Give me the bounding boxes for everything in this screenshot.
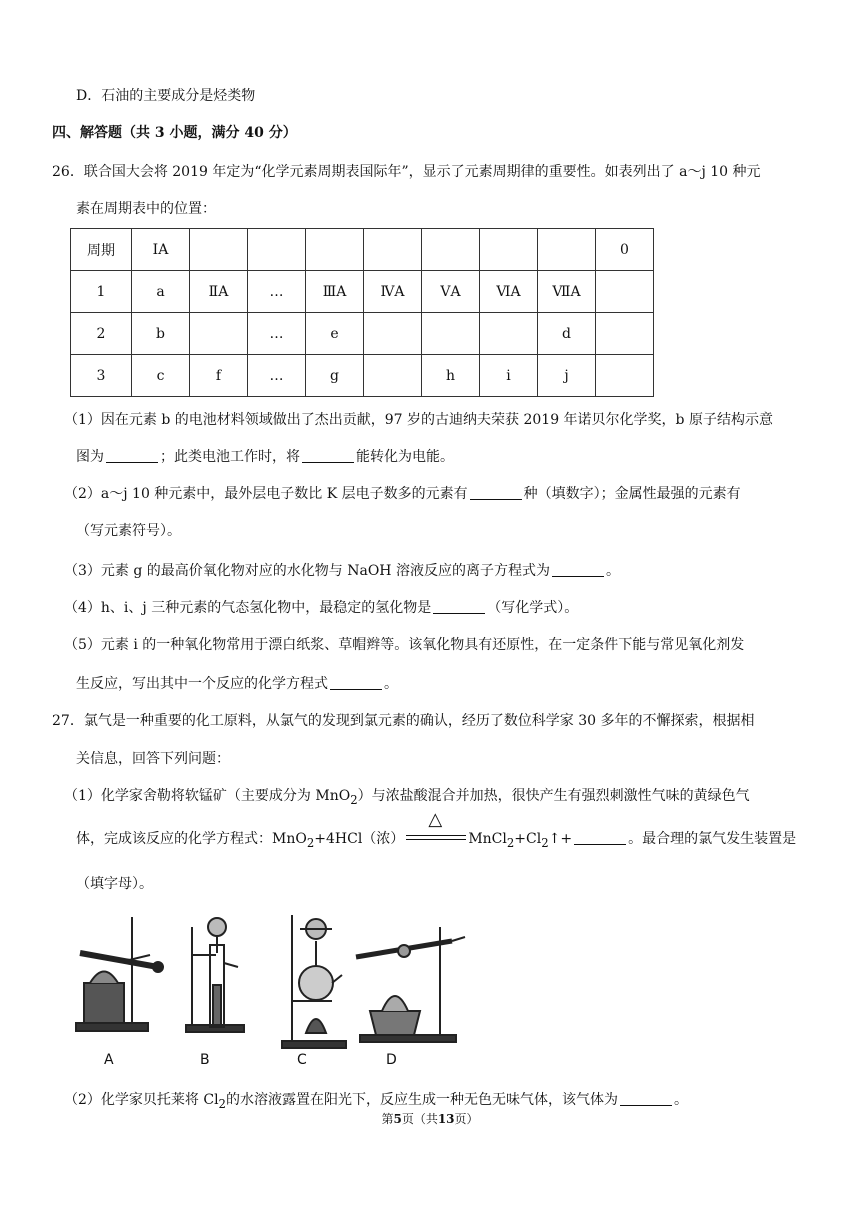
answer-blank[interactable] [620,1091,672,1106]
text: （2）a～j 10 种元素中，最外层电子数比 K 层电子数多的元素有 [64,486,468,502]
text: （2）化学家贝托莱将 Cl [64,1092,219,1108]
table-cell: ⅡA [190,271,248,313]
table-cell: e [306,313,364,355]
text: 能转化为电能。 [356,449,454,465]
table-cell [538,229,596,271]
table-cell [190,229,248,271]
table-cell [596,313,654,355]
table-cell [422,313,480,355]
table-cell: g [306,355,364,397]
subscript: 2 [506,835,515,850]
subscript: 2 [350,792,358,807]
apparatus-a [76,917,163,1031]
table-cell: d [538,313,596,355]
table-cell: ⅦA [538,271,596,313]
table-cell: ⅢA [306,271,364,313]
text: 。 [605,563,620,579]
table-cell: f [190,355,248,397]
answer-blank[interactable] [433,599,485,614]
text: ↑+ [548,831,573,847]
q26-part2-line2: （写元素符号）。 [76,523,181,539]
footer-text: 第 [381,1112,394,1126]
table-row [71,271,654,313]
text: 的水溶液露置在阳光下，反应生成一种无色无味气体，该气体为 [225,1092,618,1108]
table-cell: i [480,355,538,397]
heating-reaction-arrow [406,809,466,849]
table-cell: … [248,271,306,313]
option-d: D．石油的主要成分是烃类物 [76,88,256,104]
table-cell: … [248,355,306,397]
question-26-line-1: 26．联合国大会将 2019 年定为“化学元素周期表国际年”，显示了元素周期律的重要性。如表列出了 a～j 10 种元 [52,164,761,180]
table-cell: ⅤA [422,271,480,313]
answer-blank[interactable] [574,830,626,845]
table-cell [364,313,422,355]
q26-part3 [64,561,620,581]
table-cell: c [132,355,190,397]
table-cell [422,229,480,271]
table-cell [480,313,538,355]
table-cell: j [538,355,596,397]
table-cell [596,271,654,313]
text: 图为 [76,449,104,465]
table-cell: 1 [71,271,132,313]
periodic-table [70,228,654,397]
text: +Cl [514,831,542,847]
table-cell [248,229,306,271]
answer-blank[interactable] [106,448,158,463]
table-cell: ⅥA [480,271,538,313]
footer-text: 页） [454,1112,479,1126]
question-27-line-2: 关信息，回答下列问题： [76,751,230,767]
table-cell [364,229,422,271]
text: 生反应，写出其中一个反应的化学方程式 [76,676,328,692]
answer-blank[interactable] [302,448,354,463]
table-cell: … [248,313,306,355]
total-pages: 13 [437,1112,455,1126]
delta-symbol: △ [428,809,443,830]
q26-part5-line2 [76,674,398,694]
table-cell [480,229,538,271]
q27-part1-equation [76,809,797,853]
text: 。 [384,676,398,692]
table-row [71,229,654,271]
table-cell: a [132,271,190,313]
table-cell: 周期 [71,229,132,271]
section-heading: 四、解答题（共 3 小题，满分 40 分） [52,125,297,141]
table-cell [190,313,248,355]
answer-blank[interactable] [552,562,604,577]
q26-part2-line1 [64,484,741,504]
q26-part5-line1: （5）元素 i 的一种氧化物常用于漂白纸浆、草帽辫等。该氧化物具有还原性，在一定条件下能与常见氧化剂发 [64,637,745,653]
table-cell: ⅠA [132,229,190,271]
figure-label-b: B [200,1052,210,1068]
table-cell: h [422,355,480,397]
figure-label-c: C [297,1052,307,1068]
answer-blank[interactable] [330,675,382,690]
text: 。 [673,1092,688,1108]
q26-part1-line1: （1）因在元素 b 的电池材料领域做出了杰出贡献，97 岁的古迪纳夫荣获 2019 年诺贝尔化学奖，b 原子结构示意 [64,412,773,428]
question-27-line-1: 27．氯气是一种重要的化工原料，从氯气的发现到氯元素的确认，经历了数位科学家 30 多年的不懈探索，根据相 [52,713,755,729]
q26-part1-line2 [76,447,454,467]
page-footer [0,1110,860,1127]
text: ）与浓盐酸混合并加热，很快产生有强烈刺激性气味的黄绿色气 [357,788,750,804]
table-cell: 3 [71,355,132,397]
table-cell: b [132,313,190,355]
text: （1）化学家舍勒将软锰矿（主要成分为 MnO [64,788,351,804]
subscript: 2 [306,835,315,850]
table-cell: 2 [71,313,132,355]
text: 。最合理的氯气发生装置是 [628,831,797,847]
question-26-line-2: 素在周期表中的位置： [76,201,216,217]
apparatus-d [356,927,465,1042]
answer-blank[interactable] [470,485,522,500]
apparatus-c [282,915,346,1048]
q27-part1-line3: （填字母）。 [76,876,153,892]
apparatus-b [186,918,244,1032]
figure-label-a: A [104,1052,114,1068]
table-cell [306,229,364,271]
q26-part4 [64,598,578,618]
subscript: 2 [218,1096,226,1111]
text: ；此类电池工作时，将 [160,449,300,465]
table-row [71,355,654,397]
text: +4HCl（浓） [314,831,405,847]
table-cell: 0 [596,229,654,271]
text: （4）h、i、j 三种元素的气态氢化物中，最稳定的氢化物是 [64,600,432,616]
text: 体，完成该反应的化学方程式：MnO [76,831,307,847]
footer-text: 页（共 [401,1112,438,1126]
table-row [71,313,654,355]
q27-part1-line1 [64,786,750,810]
text: MnCl [468,831,507,847]
page-number: 5 [393,1112,402,1126]
text: （写化学式）。 [487,600,579,616]
table-cell [596,355,654,397]
table-cell: ⅣA [364,271,422,313]
table-cell [364,355,422,397]
figure-label-d: D [386,1052,397,1068]
subscript: 2 [541,835,549,850]
text: 种（填数字）；金属性最强的元素有 [523,486,741,502]
text: （3）元素 g 的最高价氧化物对应的水化物与 NaOH 溶液反应的离子方程式为 [64,563,550,579]
apparatus-figure [70,905,470,1075]
